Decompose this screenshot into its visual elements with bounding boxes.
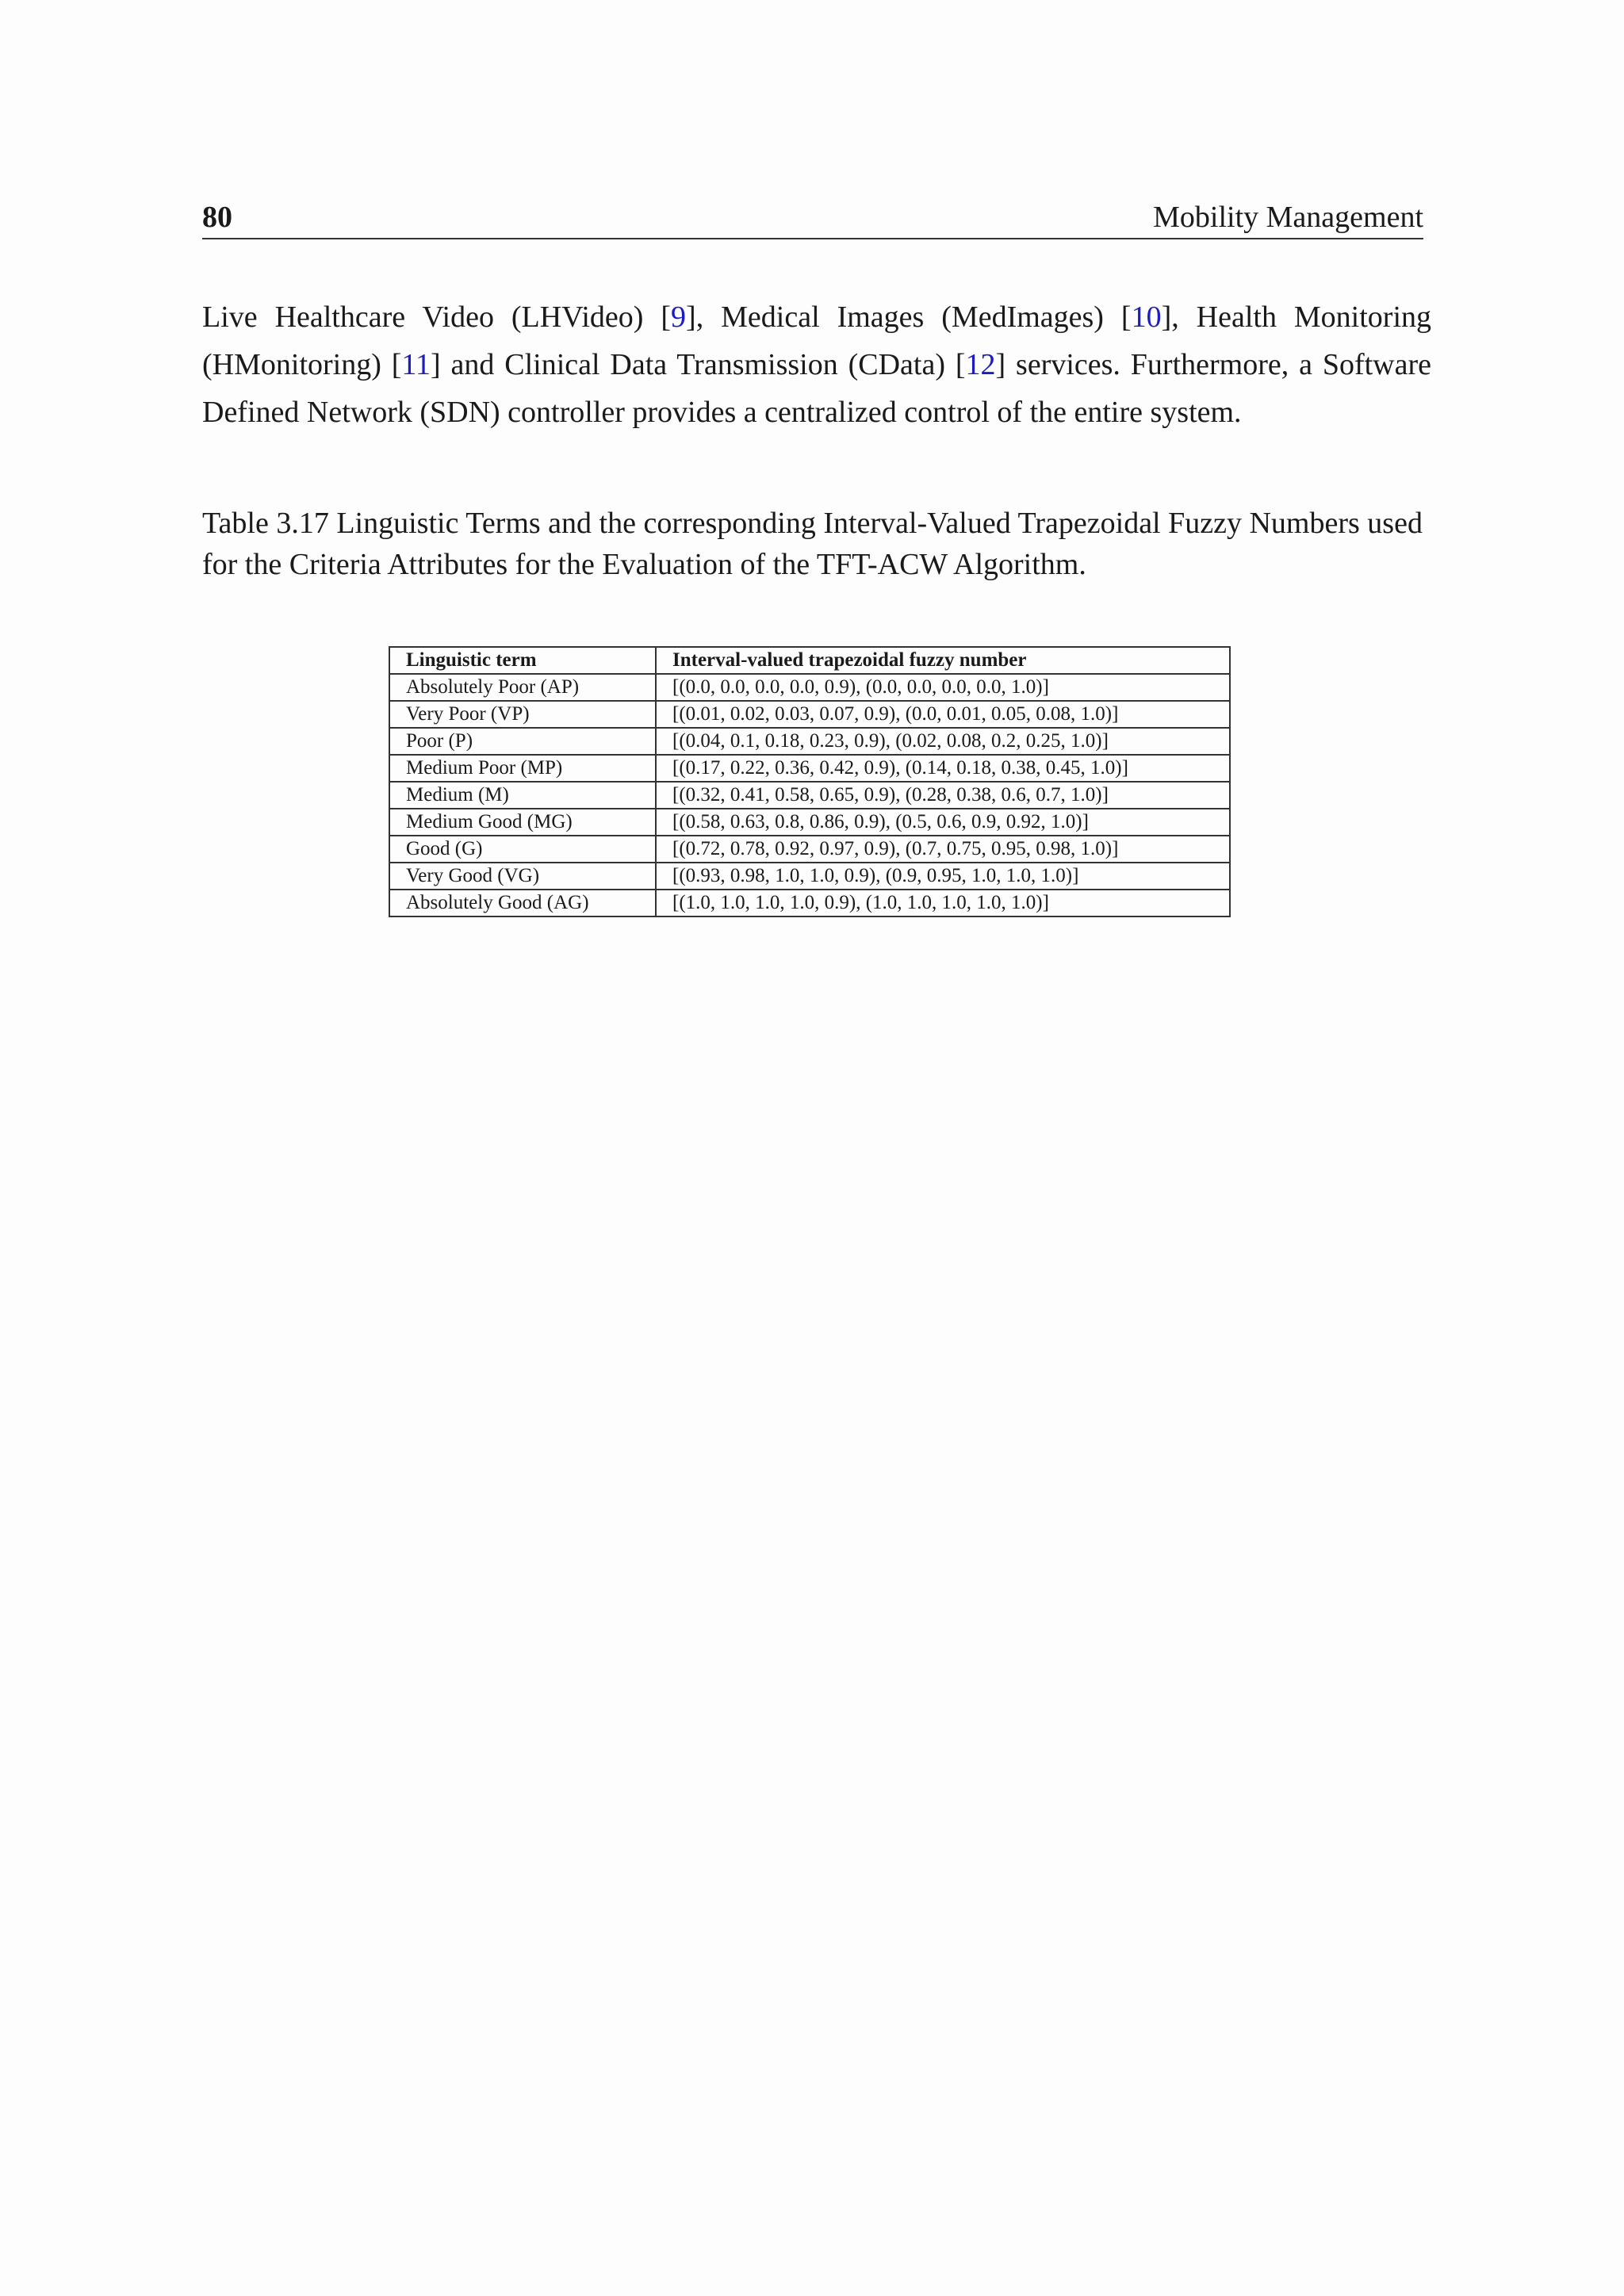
linguistic-term-cell: Very Poor (VP) (389, 701, 656, 728)
citation-link-11[interactable]: 11 (401, 348, 431, 381)
linguistic-term-cell: Medium Poor (MP) (389, 755, 656, 782)
column-header-term: Linguistic term (389, 647, 656, 674)
table-header-row (389, 647, 1230, 674)
column-header-number: Interval-valued trapezoidal fuzzy number (656, 647, 1230, 674)
table-row (389, 836, 1230, 863)
body-text-segment: ] and Clinical Data Transmission (CData) [ (430, 348, 966, 381)
fuzzy-number-cell: [(0.01, 0.02, 0.03, 0.07, 0.9), (0.0, 0.01, 0.05, 0.08, 1.0)] (656, 701, 1230, 728)
table-row (389, 809, 1230, 836)
fuzzy-number-cell: [(0.0, 0.0, 0.0, 0.0, 0.9), (0.0, 0.0, 0.0, 0.0, 1.0)] (656, 674, 1230, 701)
fuzzy-number-table (389, 646, 1231, 917)
fuzzy-number-cell: [(0.17, 0.22, 0.36, 0.42, 0.9), (0.14, 0.18, 0.38, 0.45, 1.0)] (656, 755, 1230, 782)
citation-link-10[interactable]: 10 (1131, 300, 1162, 334)
page-number: 80 (202, 201, 232, 234)
fuzzy-number-cell: [(0.93, 0.98, 1.0, 1.0, 0.9), (0.9, 0.95, 1.0, 1.0, 1.0)] (656, 863, 1230, 890)
linguistic-term-cell: Absolutely Poor (AP) (389, 674, 656, 701)
table-caption: Table 3.17 Linguistic Terms and the corresponding Interval-Valued Trapezoidal Fuzzy Numbers used for the Criteria Attributes for the Evaluation of the TFT-ACW Algorithm. (202, 507, 1423, 581)
linguistic-term-cell: Medium (M) (389, 782, 656, 809)
table-row (389, 863, 1230, 890)
body-text-segment: ], Medical Images (MedImages) [ (686, 300, 1132, 334)
table-row (389, 782, 1230, 809)
table-row (389, 728, 1230, 755)
linguistic-term-cell: Medium Good (MG) (389, 809, 656, 836)
fuzzy-number-cell: [(0.04, 0.1, 0.18, 0.23, 0.9), (0.02, 0.08, 0.2, 0.25, 1.0)] (656, 728, 1230, 755)
linguistic-term-cell: Good (G) (389, 836, 656, 863)
linguistic-term-cell: Poor (P) (389, 728, 656, 755)
table-row (389, 674, 1230, 701)
body-text-segment: ], Health Monitoring (HMonitoring) [ (202, 300, 1432, 381)
body-text-segment: Live Healthcare Video (LHVideo) [ (202, 300, 672, 334)
fuzzy-number-cell: [(0.58, 0.63, 0.8, 0.86, 0.9), (0.5, 0.6, 0.9, 0.92, 1.0)] (656, 809, 1230, 836)
body-text-segment: ] services. Furthermore, a Software Defined Network (SDN) controller provides a centralized control of the entire system. (202, 348, 1431, 429)
table-row (389, 701, 1230, 728)
running-head (202, 197, 1423, 239)
fuzzy-number-cell: [(1.0, 1.0, 1.0, 1.0, 0.9), (1.0, 1.0, 1.0, 1.0, 1.0)] (656, 890, 1230, 916)
table-row (389, 755, 1230, 782)
table-row (389, 890, 1230, 916)
fuzzy-number-cell: [(0.72, 0.78, 0.92, 0.97, 0.9), (0.7, 0.75, 0.95, 0.98, 1.0)] (656, 836, 1230, 863)
body-paragraph (202, 293, 1431, 436)
table-container (389, 646, 1231, 917)
citation-link-12[interactable]: 12 (965, 348, 996, 381)
citation-link-9[interactable]: 9 (671, 300, 687, 334)
running-title: Mobility Management (1153, 201, 1423, 234)
linguistic-term-cell: Absolutely Good (AG) (389, 890, 656, 916)
linguistic-term-cell: Very Good (VG) (389, 863, 656, 890)
fuzzy-number-cell: [(0.32, 0.41, 0.58, 0.65, 0.9), (0.28, 0.38, 0.6, 0.7, 1.0)] (656, 782, 1230, 809)
